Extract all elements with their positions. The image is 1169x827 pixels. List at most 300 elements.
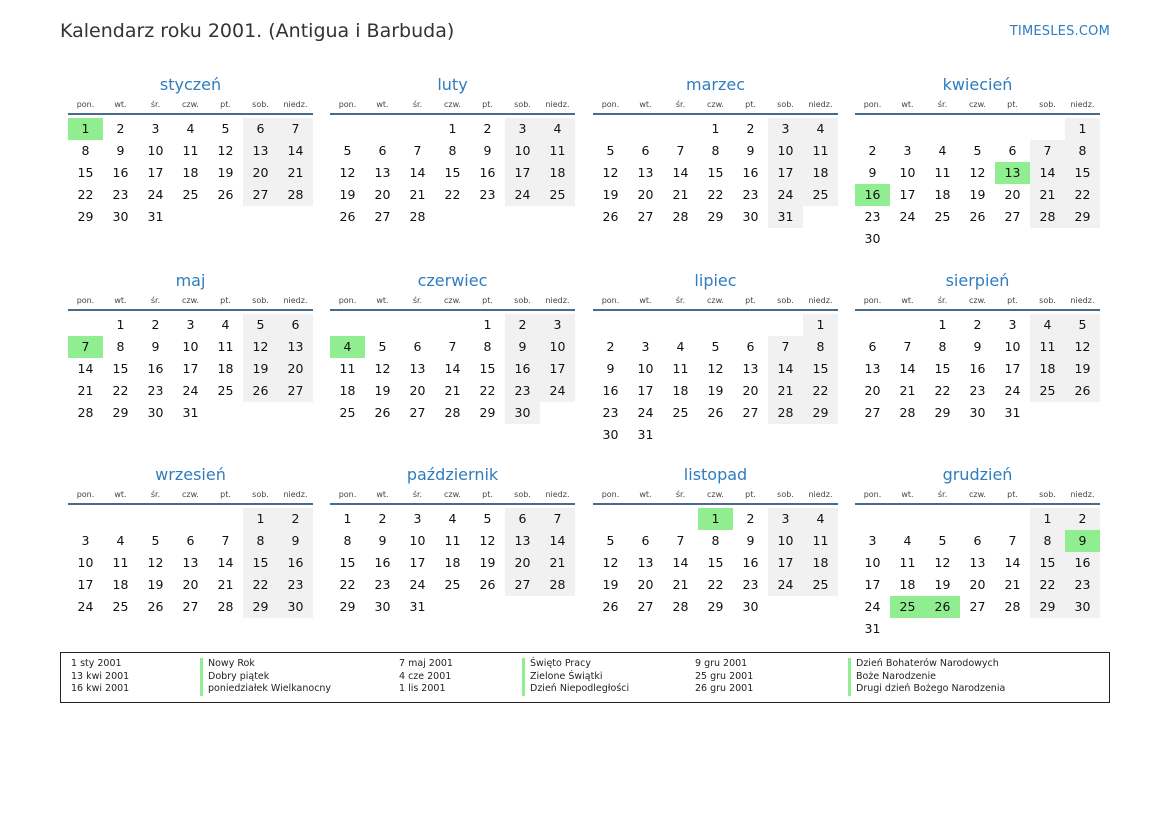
day-cell: 19 [217,165,234,180]
month-name: sierpień [945,271,1010,290]
holiday-legend [60,652,1110,703]
day-cell: 13 [742,361,759,376]
day-cell: 23 [479,187,496,202]
day-cell: 6 [641,143,650,158]
day-cell: 6 [243,118,278,140]
empty-cell [1030,118,1065,140]
day-cell: 7 [676,533,685,548]
days-grid [330,314,575,424]
day-cell: 18 [540,162,575,184]
weekday-label: czw. [444,490,461,499]
legend-date: 9 gru 2001 [695,658,748,669]
day-cell: 19 [479,555,496,570]
day-cell: 3 [151,121,160,136]
day-cell: 16 [742,555,759,570]
weekday-label: niedz. [808,490,833,499]
day-cell: 12 [602,165,619,180]
day-cell: 29 [707,599,724,614]
weekday-label: niedz. [283,490,308,499]
day-cell: 27 [374,209,391,224]
weekday-header [593,487,838,505]
day-cell: 21 [1004,577,1021,592]
day-cell-holiday: 25 [890,596,925,618]
weekday-label: niedz. [1070,296,1095,305]
legend-holiday-name: Nowy Rok [208,658,255,669]
month-name: wrzesień [155,465,226,484]
weekday-label: czw. [182,296,199,305]
legend-date: 1 lis 2001 [399,683,446,695]
day-cell: 19 [707,383,724,398]
day-cell: 27 [409,405,426,420]
empty-cell [400,118,435,140]
weekday-label: czw. [182,100,199,109]
month-name: marzec [685,75,745,94]
empty-cell [330,118,365,140]
legend-holiday-name: Dzień Niepodległości [530,683,630,695]
weekday-label: pt. [1007,296,1018,305]
day-cell: 11 [803,140,838,162]
day-cell: 31 [637,427,654,442]
weekday-label: wt. [639,100,652,109]
day-cell: 14 [1030,162,1065,184]
legend-date: 26 gru 2001 [695,683,754,695]
days-grid [68,118,313,228]
empty-cell [628,118,663,140]
legend-holiday-name: Dzień Bohaterów Narodowych [856,658,999,669]
day-cell: 20 [278,358,313,380]
weekday-label: pt. [1007,490,1018,499]
month-block [855,269,1100,424]
weekday-header [855,487,1100,505]
day-cell: 6 [1008,143,1017,158]
month-block [330,269,575,424]
weekday-label: niedz. [283,296,308,305]
day-cell: 25 [182,187,199,202]
weekday-label: wt. [376,490,389,499]
weekday-label: czw. [182,490,199,499]
empty-cell [995,508,1030,530]
weekday-header [68,487,313,505]
day-cell: 28 [444,405,461,420]
day-cell: 25 [217,383,234,398]
day-cell: 12 [217,143,234,158]
empty-cell [733,314,768,336]
day-cell: 12 [147,555,164,570]
day-cell: 12 [479,533,496,548]
month-block [330,463,575,618]
weekday-label: pon. [76,490,95,499]
day-cell: 6 [186,533,195,548]
day-cell: 27 [969,599,986,614]
weekday-label: sob. [777,100,794,109]
day-cell: 4 [186,121,195,136]
weekday-label: śr. [412,490,423,499]
weekday-label: wt. [114,100,127,109]
day-cell: 17 [182,361,199,376]
day-cell: 27 [864,405,881,420]
day-cell: 23 [742,577,759,592]
weekday-label: niedz. [1070,100,1095,109]
month-name: lipiec [694,271,737,290]
empty-cell [593,118,628,140]
empty-cell [855,508,890,530]
day-cell: 25 [444,577,461,592]
day-cell: 30 [864,231,881,246]
weekday-label: wt. [901,296,914,305]
empty-cell [435,314,470,336]
day-cell: 20 [1004,187,1021,202]
day-cell: 7 [1008,533,1017,548]
weekday-header [593,293,838,311]
day-cell: 19 [934,577,951,592]
legend-dates-col-2 [399,658,453,696]
day-cell: 6 [868,339,877,354]
day-cell: 22 [339,577,356,592]
month-block [68,463,313,618]
empty-cell [173,508,208,530]
day-cell: 14 [278,140,313,162]
day-cell: 3 [903,143,912,158]
weekday-label: czw. [707,100,724,109]
day-cell: 1 [803,314,838,336]
weekday-label: sob. [514,490,531,499]
day-cell: 10 [637,361,654,376]
weekday-label: czw. [707,296,724,305]
day-cell: 30 [1065,596,1100,618]
day-cell: 24 [409,577,426,592]
month-block [855,73,1100,250]
day-cell-holiday: 1 [68,118,103,140]
day-cell: 5 [1065,314,1100,336]
day-cell: 6 [378,143,387,158]
day-cell: 3 [505,118,540,140]
month-name: kwiecień [942,75,1013,94]
weekday-label: wt. [114,490,127,499]
empty-cell [365,118,400,140]
day-cell-holiday: 1 [698,508,733,530]
day-cell: 5 [606,143,615,158]
day-cell: 15 [707,165,724,180]
day-cell: 30 [112,209,129,224]
day-cell: 10 [899,165,916,180]
day-cell: 28 [77,405,94,420]
day-cell: 1 [938,317,947,332]
weekday-label: śr. [675,296,686,305]
day-cell: 21 [768,380,803,402]
empty-cell [960,118,995,140]
weekday-label: sob. [514,296,531,305]
day-cell: 21 [672,187,689,202]
weekday-label: pt. [482,296,493,305]
day-cell: 12 [1065,336,1100,358]
day-cell: 19 [243,358,278,380]
month-block [593,463,838,618]
weekday-label: pt. [745,490,756,499]
empty-cell [663,118,698,140]
day-cell: 15 [112,361,129,376]
legend-holiday-name: poniedziałek Wielkanocny [208,683,332,695]
day-cell: 5 [938,533,947,548]
weekday-header [330,293,575,311]
day-cell: 29 [707,209,724,224]
day-cell: 23 [374,577,391,592]
day-cell: 19 [147,577,164,592]
day-cell: 1 [711,121,720,136]
legend-holiday-name: Drugi dzień Bożego Narodzenia [856,683,1006,695]
day-cell: 29 [112,405,129,420]
weekday-label: wt. [639,490,652,499]
day-cell: 22 [934,383,951,398]
day-cell: 22 [803,380,838,402]
day-cell: 9 [746,143,755,158]
weekday-label: pon. [863,296,882,305]
weekday-label: niedz. [808,296,833,305]
day-cell: 1 [448,121,457,136]
day-cell: 26 [602,599,619,614]
day-cell: 4 [116,533,125,548]
day-cell: 20 [637,187,654,202]
weekday-label: wt. [639,296,652,305]
empty-cell [855,118,890,140]
empty-cell [103,508,138,530]
legend-holiday-name: Dobry piątek [208,670,270,682]
day-cell: 8 [1065,140,1100,162]
empty-cell [995,118,1030,140]
empty-cell [68,314,103,336]
month-block [68,269,313,424]
day-cell: 25 [934,209,951,224]
day-cell: 16 [742,165,759,180]
day-cell: 31 [864,621,881,636]
weekday-label: sob. [1039,100,1056,109]
days-grid [330,508,575,618]
day-cell: 22 [1030,574,1065,596]
month-name: grudzień [942,465,1013,484]
legend-date: 25 gru 2001 [695,670,754,682]
day-cell: 12 [934,555,951,570]
weekday-label: wt. [901,490,914,499]
day-cell: 26 [1065,380,1100,402]
day-cell: 28 [1004,599,1021,614]
day-cell: 29 [339,599,356,614]
day-cell: 30 [742,209,759,224]
day-cell: 2 [378,511,387,526]
day-cell: 13 [278,336,313,358]
day-cell: 7 [540,508,575,530]
month-name: maj [175,271,206,290]
days-grid [855,118,1100,250]
day-cell: 16 [374,555,391,570]
weekday-label: śr. [412,296,423,305]
empty-cell [663,314,698,336]
empty-cell [68,508,103,530]
day-cell: 2 [505,314,540,336]
weekday-label: czw. [969,100,986,109]
day-cell: 31 [147,209,164,224]
day-cell: 16 [147,361,164,376]
day-cell: 15 [479,361,496,376]
legend-dates-col-3 [695,658,753,696]
day-cell: 17 [864,577,881,592]
days-grid [68,314,313,424]
weekday-label: czw. [444,100,461,109]
empty-cell [890,508,925,530]
day-cell: 15 [444,165,461,180]
day-cell: 6 [973,533,982,548]
day-cell: 15 [707,555,724,570]
day-cell: 9 [606,361,615,376]
weekday-label: pt. [220,100,231,109]
day-cell: 17 [637,383,654,398]
day-cell: 28 [672,599,689,614]
day-cell: 27 [182,599,199,614]
day-cell: 3 [641,339,650,354]
day-cell: 26 [243,380,278,402]
day-cell: 28 [278,184,313,206]
day-cell: 14 [444,361,461,376]
day-cell: 30 [742,599,759,614]
day-cell: 3 [540,314,575,336]
day-cell: 12 [602,555,619,570]
day-cell: 25 [803,574,838,596]
legend-names-col-3 [848,658,1005,696]
day-cell: 2 [483,121,492,136]
day-cell: 21 [540,552,575,574]
day-cell: 18 [444,555,461,570]
day-cell: 9 [278,530,313,552]
weekday-label: pt. [220,490,231,499]
day-cell: 13 [864,361,881,376]
day-cell: 29 [243,596,278,618]
day-cell: 8 [711,533,720,548]
days-grid [593,314,838,446]
legend-holiday-name: Boże Narodzenie [856,670,936,682]
day-cell: 2 [746,121,755,136]
day-cell: 7 [903,339,912,354]
day-cell: 23 [278,574,313,596]
day-cell: 4 [938,143,947,158]
day-cell: 10 [864,555,881,570]
day-cell: 5 [221,121,230,136]
day-cell: 1 [243,508,278,530]
day-cell: 20 [742,383,759,398]
day-cell: 16 [278,552,313,574]
day-cell: 5 [606,533,615,548]
day-cell: 25 [1030,380,1065,402]
site-link[interactable]: TIMESLES.COM [1009,24,1110,39]
day-cell: 15 [934,361,951,376]
empty-cell [890,314,925,336]
weekday-label: pon. [76,100,95,109]
day-cell: 25 [672,405,689,420]
day-cell: 25 [339,405,356,420]
day-cell: 23 [1065,574,1100,596]
day-cell: 24 [768,574,803,596]
day-cell: 24 [505,184,540,206]
weekday-label: pt. [745,100,756,109]
day-cell: 19 [374,383,391,398]
day-cell: 18 [112,577,129,592]
weekday-label: pt. [220,296,231,305]
day-cell: 12 [243,336,278,358]
day-cell: 27 [637,599,654,614]
day-cell: 22 [112,383,129,398]
day-cell: 15 [803,358,838,380]
day-cell: 12 [339,165,356,180]
day-cell-holiday: 26 [925,596,960,618]
empty-cell [698,314,733,336]
day-cell: 28 [217,599,234,614]
month-block [330,73,575,228]
day-cell: 11 [934,165,951,180]
day-cell: 12 [374,361,391,376]
weekday-label: niedz. [545,490,570,499]
day-cell: 31 [768,206,803,228]
day-cell: 8 [711,143,720,158]
day-cell: 9 [505,336,540,358]
weekday-label: śr. [150,490,161,499]
day-cell: 20 [409,383,426,398]
day-cell: 11 [217,339,234,354]
day-cell: 21 [278,162,313,184]
day-cell: 15 [1030,552,1065,574]
legend-holiday-name: Zielone Świątki [530,670,603,682]
day-cell: 17 [1004,361,1021,376]
weekday-label: wt. [901,100,914,109]
legend-date: 7 maj 2001 [399,658,453,669]
empty-cell [890,118,925,140]
day-cell: 22 [243,574,278,596]
day-cell: 2 [1065,508,1100,530]
day-cell: 18 [1030,358,1065,380]
day-cell: 22 [707,577,724,592]
weekday-label: czw. [444,296,461,305]
day-cell: 1 [116,317,125,332]
day-cell: 10 [768,140,803,162]
day-cell: 23 [969,383,986,398]
day-cell: 8 [448,143,457,158]
weekday-header [68,97,313,115]
empty-cell [593,508,628,530]
day-cell: 5 [151,533,160,548]
day-cell: 24 [637,405,654,420]
day-cell: 8 [803,336,838,358]
day-cell: 24 [77,599,94,614]
weekday-header [330,97,575,115]
day-cell: 26 [602,209,619,224]
day-cell: 6 [746,339,755,354]
day-cell: 5 [973,143,982,158]
day-cell: 8 [343,533,352,548]
weekday-label: pon. [338,100,357,109]
day-cell: 18 [803,552,838,574]
day-cell: 20 [969,577,986,592]
day-cell: 11 [540,140,575,162]
day-cell: 23 [742,187,759,202]
day-cell: 24 [864,599,881,614]
day-cell: 10 [1004,339,1021,354]
month-name: luty [437,75,468,94]
empty-cell [663,508,698,530]
day-cell: 19 [602,187,619,202]
day-cell: 28 [672,209,689,224]
day-cell: 15 [77,165,94,180]
empty-cell [400,314,435,336]
days-grid [330,118,575,228]
day-cell: 13 [637,555,654,570]
legend-dates-col-1 [71,658,129,696]
weekday-label: pon. [338,490,357,499]
